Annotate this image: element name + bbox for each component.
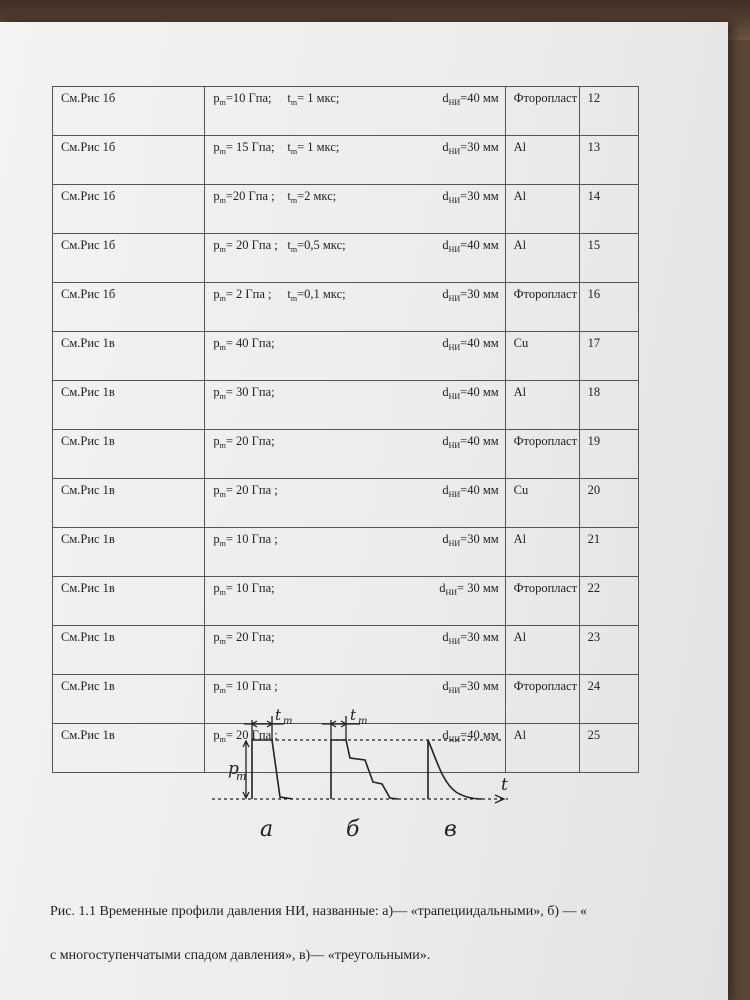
figure-reference: См.Рис 1в — [61, 679, 115, 693]
material-cell — [505, 626, 579, 675]
table-row — [53, 479, 639, 528]
tm-sub-b: m — [358, 716, 368, 727]
pressure-param: $p_m= 30$ Гпа; — [213, 385, 275, 401]
diameter-param: $d_{НИ}=40$ мм — [442, 238, 499, 254]
parameters-cell — [205, 332, 505, 381]
diameter-value: =30 мм — [460, 140, 499, 154]
figure-reference: См.Рис 1в — [61, 336, 115, 350]
material-cell — [505, 528, 579, 577]
pressure-param: $p_m= 20$ Гпа; — [213, 630, 275, 646]
diameter-param: $d_{НИ}=40$ мм — [442, 336, 499, 352]
variant-number: 17 — [587, 336, 601, 350]
pressure-param: $p_m= 20$ Гпа ; — [213, 238, 278, 254]
variant-number: 19 — [587, 434, 601, 448]
duration-param: $t_m= 1$ мкс; — [287, 140, 340, 156]
figure-reference-cell — [53, 332, 205, 381]
material: Al — [513, 189, 527, 203]
material: Al — [513, 532, 527, 546]
pm-label: p — [228, 759, 239, 779]
pressure-param: $p_m= 10$ Гпа; — [213, 581, 275, 597]
t-axis-label: t — [501, 775, 508, 795]
table-row — [53, 283, 639, 332]
figure-reference: См.Рис 1в — [61, 532, 115, 546]
parameters-cell — [205, 430, 505, 479]
figure-reference-cell — [53, 626, 205, 675]
figure-reference-cell — [53, 87, 205, 136]
material: Al — [513, 630, 527, 644]
diameter-value: =30 мм — [460, 532, 499, 546]
material: Фторопласт — [513, 434, 578, 448]
duration-value: = 1 мкс; — [297, 140, 340, 154]
parameters-cell — [205, 528, 505, 577]
table-row — [53, 577, 639, 626]
material-cell — [505, 381, 579, 430]
profiles-svg — [200, 698, 530, 848]
material: Cu — [513, 483, 529, 497]
figure-reference-cell — [53, 528, 205, 577]
diameter-param: $d_{НИ}=30$ мм — [442, 287, 499, 303]
material: Фторопласт — [513, 91, 578, 105]
material-cell — [505, 479, 579, 528]
pressure-param: $p_m= 2$ Гпа ; — [213, 287, 272, 303]
panel-label-c: в — [444, 817, 457, 842]
variant-number: 18 — [587, 385, 601, 399]
figure-reference: См.Рис 1в — [61, 483, 115, 497]
number-cell — [579, 283, 638, 332]
number-cell — [579, 136, 638, 185]
figure-reference-cell — [53, 724, 205, 773]
variant-number: 23 — [587, 630, 601, 644]
diameter-value: =40 мм — [460, 336, 499, 350]
parameters-cell — [205, 136, 505, 185]
material-cell — [505, 87, 579, 136]
parameters-cell — [205, 283, 505, 332]
diameter-value: =40 мм — [460, 434, 499, 448]
material: Al — [513, 238, 527, 252]
number-cell — [579, 430, 638, 479]
diameter-param: $d_{НИ}=40$ мм — [442, 385, 499, 401]
stepped-profile — [331, 740, 398, 799]
figure-caption — [50, 890, 700, 978]
figure-reference: См.Рис 1б — [61, 91, 116, 105]
pressure-value: = 2 Гпа ; — [225, 287, 272, 301]
number-cell — [579, 87, 638, 136]
parameters-cell — [205, 87, 505, 136]
diameter-value: =40 мм — [460, 238, 499, 252]
pressure-param: $p_m= 15$ Гпа; — [213, 140, 275, 156]
diameter-value: =30 мм — [460, 189, 499, 203]
diameter-value: = 30 мм — [457, 581, 499, 595]
pressure-param: $p_m=10$ Гпа; — [213, 91, 272, 107]
trapezoid-profile — [252, 740, 293, 799]
number-cell — [579, 479, 638, 528]
table-body — [53, 87, 639, 773]
pressure-value: = 20 Гпа; — [225, 434, 275, 448]
diameter-value: =40 мм — [460, 385, 499, 399]
diameter-value: =40 мм — [460, 483, 499, 497]
variant-number: 12 — [587, 91, 601, 105]
pm-sub: m — [236, 770, 247, 783]
table-row — [53, 185, 639, 234]
diameter-param: $d_{НИ}=40$ мм — [442, 434, 499, 450]
pressure-value: = 20 Гпа; — [225, 630, 275, 644]
figure-reference-cell — [53, 430, 205, 479]
parameters-cell — [205, 577, 505, 626]
diameter-param: $d_{НИ}=30$ мм — [442, 189, 499, 205]
table-row — [53, 626, 639, 675]
variant-number: 14 — [587, 189, 601, 203]
table-row — [53, 332, 639, 381]
parameters-cell — [205, 381, 505, 430]
pressure-value: = 40 Гпа; — [225, 336, 275, 350]
duration-param: $t_m=0,5$ мкс; — [287, 238, 346, 254]
figure-reference: См.Рис 1в — [61, 581, 115, 595]
number-cell — [579, 185, 638, 234]
diameter-value: =30 мм — [460, 287, 499, 301]
figure-reference: См.Рис 1в — [61, 434, 115, 448]
pressure-param: $p_m= 10$ Гпа ; — [213, 532, 278, 548]
figure-reference-cell — [53, 479, 205, 528]
material: Al — [513, 728, 527, 742]
pressure-value: = 20 Гпа ; — [225, 483, 278, 497]
diameter-param: $d_{НИ}=30$ мм — [442, 679, 499, 695]
table-row — [53, 381, 639, 430]
duration-param: $t_m=2$ мкс; — [287, 189, 337, 205]
diameter-param: $d_{НИ}=30$ мм — [442, 532, 499, 548]
pressure-param: $p_m= 20$ Гпа; — [213, 434, 275, 450]
table-row — [53, 234, 639, 283]
number-cell — [579, 528, 638, 577]
figure-reference: См.Рис 1в — [61, 630, 115, 644]
pressure-param: $p_m= 40$ Гпа; — [213, 336, 275, 352]
material-cell — [505, 332, 579, 381]
pressure-value: = 10 Гпа; — [225, 581, 275, 595]
material-cell — [505, 185, 579, 234]
figure-reference: См.Рис 1б — [61, 140, 116, 154]
number-cell — [579, 675, 638, 724]
figure-reference: См.Рис 1б — [61, 189, 116, 203]
duration-value: =0,1 мкс; — [297, 287, 346, 301]
material: Фторопласт — [513, 679, 578, 693]
variant-number: 15 — [587, 238, 601, 252]
pressure-param: $p_m= 10$ Гпа ; — [213, 679, 278, 695]
parameters-cell — [205, 234, 505, 283]
variant-number: 22 — [587, 581, 601, 595]
number-cell — [579, 234, 638, 283]
number-cell — [579, 626, 638, 675]
parameters-cell — [205, 185, 505, 234]
parameters-cell — [205, 626, 505, 675]
pressure-value: = 10 Гпа ; — [225, 679, 278, 693]
tm-label-a: t — [275, 706, 282, 724]
figure-reference: См.Рис 1в — [61, 728, 115, 742]
pressure-value: = 10 Гпа ; — [225, 532, 278, 546]
pressure-profiles-figure — [200, 698, 530, 848]
number-cell — [579, 577, 638, 626]
pressure-param: $p_m= 20$ Гпа ; — [213, 483, 278, 499]
material: Фторопласт — [513, 287, 578, 301]
duration-value: = 1 мкс; — [297, 91, 340, 105]
figure-reference-cell — [53, 577, 205, 626]
figure-reference-cell — [53, 283, 205, 332]
diameter-param: $d_{НИ}=40$ мм — [442, 728, 499, 744]
diameter-param: $d_{НИ}=40$ мм — [442, 483, 499, 499]
diameter-param: $d_{НИ}=30$ мм — [442, 140, 499, 156]
number-cell — [579, 332, 638, 381]
material: Cu — [513, 336, 529, 350]
duration-param: $t_m= 1$ мкс; — [287, 91, 340, 107]
diameter-param: $d_{НИ}=40$ мм — [442, 91, 499, 107]
figure-reference-cell — [53, 675, 205, 724]
diameter-value: =30 мм — [460, 679, 499, 693]
number-cell — [579, 724, 638, 773]
material-cell — [505, 234, 579, 283]
variant-number: 21 — [587, 532, 601, 546]
pressure-value: = 15 Гпа; — [225, 140, 275, 154]
parameters-table — [52, 86, 639, 773]
figure-reference-cell — [53, 136, 205, 185]
figure-reference: См.Рис 1в — [61, 385, 115, 399]
variant-number: 24 — [587, 679, 601, 693]
panel-label-b: б — [346, 817, 360, 842]
variant-number: 16 — [587, 287, 601, 301]
variant-number: 25 — [587, 728, 601, 742]
variant-number: 20 — [587, 483, 601, 497]
parameters-cell — [205, 479, 505, 528]
pressure-value: = 30 Гпа; — [225, 385, 275, 399]
material-cell — [505, 136, 579, 185]
caption-line-2: с многоступенчатыми спадом давления», в)— «треугольными». — [50, 948, 431, 963]
pressure-param: $p_m= 20$ Гпа ; — [213, 728, 278, 744]
table-row — [53, 528, 639, 577]
duration-value: =2 мкс; — [297, 189, 337, 203]
caption-line-1: Рис. 1.1 Временные профили давления НИ, названные: а)— «трапециидальными», б) — « — [50, 904, 587, 919]
material: Фторопласт — [513, 581, 578, 595]
table-row — [53, 87, 639, 136]
figure-reference: См.Рис 1б — [61, 238, 116, 252]
diameter-value: =40 мм — [460, 91, 499, 105]
tm-label-b: t — [350, 706, 357, 724]
panel-label-a: а — [260, 817, 274, 842]
figure-reference-cell — [53, 185, 205, 234]
material-cell — [505, 283, 579, 332]
material-cell — [505, 577, 579, 626]
material-cell — [505, 430, 579, 479]
pressure-value: = 20 Гпа ; — [225, 728, 278, 742]
material: Al — [513, 140, 527, 154]
diameter-param: $d_{НИ}= 30$ мм — [439, 581, 499, 597]
diameter-value: =30 мм — [460, 630, 499, 644]
variant-number: 13 — [587, 140, 601, 154]
material: Al — [513, 385, 527, 399]
diameter-param: $d_{НИ}=30$ мм — [442, 630, 499, 646]
pressure-param: $p_m=20$ Гпа ; — [213, 189, 275, 205]
figure-reference-cell — [53, 381, 205, 430]
pressure-value: =10 Гпа; — [225, 91, 272, 105]
duration-value: =0,5 мкс; — [297, 238, 346, 252]
number-cell — [579, 381, 638, 430]
figure-reference: См.Рис 1б — [61, 287, 116, 301]
table-row — [53, 136, 639, 185]
figure-reference-cell — [53, 234, 205, 283]
table-row — [53, 430, 639, 479]
pressure-value: = 20 Гпа ; — [225, 238, 278, 252]
triangular-profile — [428, 740, 482, 799]
tm-sub-a: m — [283, 716, 293, 727]
diameter-value: =40 мм — [460, 728, 499, 742]
duration-param: $t_m=0,1$ мкс; — [287, 287, 346, 303]
pressure-value: =20 Гпа ; — [225, 189, 275, 203]
